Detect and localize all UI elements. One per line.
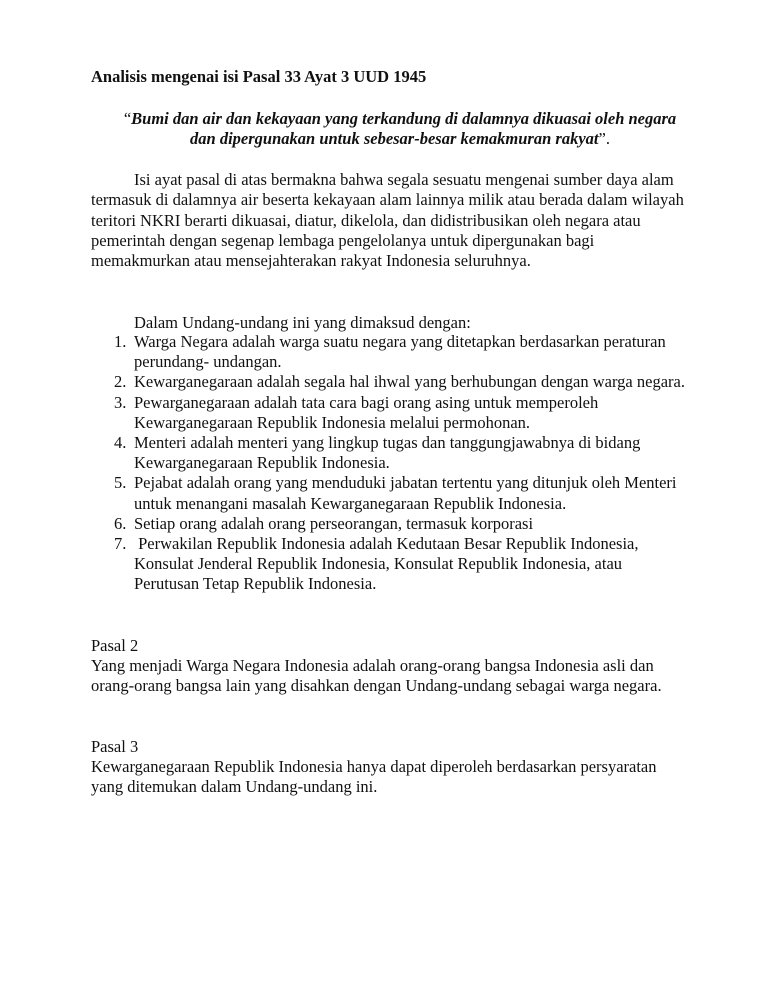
list-item: 1. Warga Negara adalah warga suatu negara yang ditetapkan berdasarkan peraturan perundang- undangan. xyxy=(114,332,666,372)
pasal-3-heading: Pasal 3 xyxy=(91,737,139,756)
quote-text: Bumi dan air dan kekayaan yang terkandung di dalamnya dikuasai oleh negara dan dipergunakan untuk sebesar-besar kemakmuran rakyat xyxy=(131,109,677,148)
pasal-2-heading: Pasal 2 xyxy=(91,636,139,655)
list-item: 3. Pewarganegaraan adalah tata cara bagi orang asing untuk memperoleh Kewarganegaraan Republik Indonesia melalui permohonan. xyxy=(114,392,599,432)
quote-open: “ xyxy=(123,109,132,128)
pasal-2-text: Yang menjadi Warga Negara Indonesia adalah orang-orang bangsa Indonesia asli dan orang-orang bangsa lain yang disahkan dengan Undang-undang sebagai warga negara. xyxy=(91,656,662,696)
quote-close: ”. xyxy=(598,129,610,148)
pasal-3-text: Kewarganegaraan Republik Indonesia hanya dapat diperoleh berdasarkan persyaratan yang ditemukan dalam Undang-undang ini. xyxy=(91,757,657,797)
document-title: Analisis mengenai isi Pasal 33 Ayat 3 UUD 1945 xyxy=(91,67,427,86)
list-item: 2. Kewarganegaraan adalah segala hal ihwal yang berhubungan dengan warga negara. xyxy=(114,372,685,392)
definitions-list xyxy=(91,332,691,595)
list-item: 6. Setiap orang adalah orang perseorangan, termasuk korporasi xyxy=(114,513,534,533)
list-item: 4. Menteri adalah menteri yang lingkup tugas dan tanggungjawabnya di bidang Kewarganegaraan Republik Indonesia. xyxy=(114,433,641,473)
list-item: 5. Pejabat adalah orang yang menduduki jabatan tertentu yang ditunjuk oleh Menteri untuk menangani masalah Kewarganegaraan Republik Indonesia. xyxy=(114,473,677,513)
quoted-article xyxy=(120,109,680,149)
list-item: 7. Perwakilan Republik Indonesia adalah Kedutaan Besar Republik Indonesia, Konsulat Jenderal Republik Indonesia, Konsulat Republik Indonesia, atau Perutusan Tetap Republik Indonesia. xyxy=(114,534,643,594)
analysis-paragraph: Isi ayat pasal di atas bermakna bahwa segala sesuatu mengenai sumber daya alam termasuk di dalamnya air beserta kekayaan alam lainnya milik atau berada dalam wilayah teritori NKRI berarti dikuasai, diatur, dikelola, dan didistribusikan oleh negara atau pemerintah dengan segenap lembaga pengelolanya untuk dipergunakan bagi memakmurkan atau mensejahterakan rakyat Indonesia seluruhnya. xyxy=(91,170,684,271)
definitions-intro: Dalam Undang-undang ini yang dimaksud dengan: xyxy=(134,313,471,332)
